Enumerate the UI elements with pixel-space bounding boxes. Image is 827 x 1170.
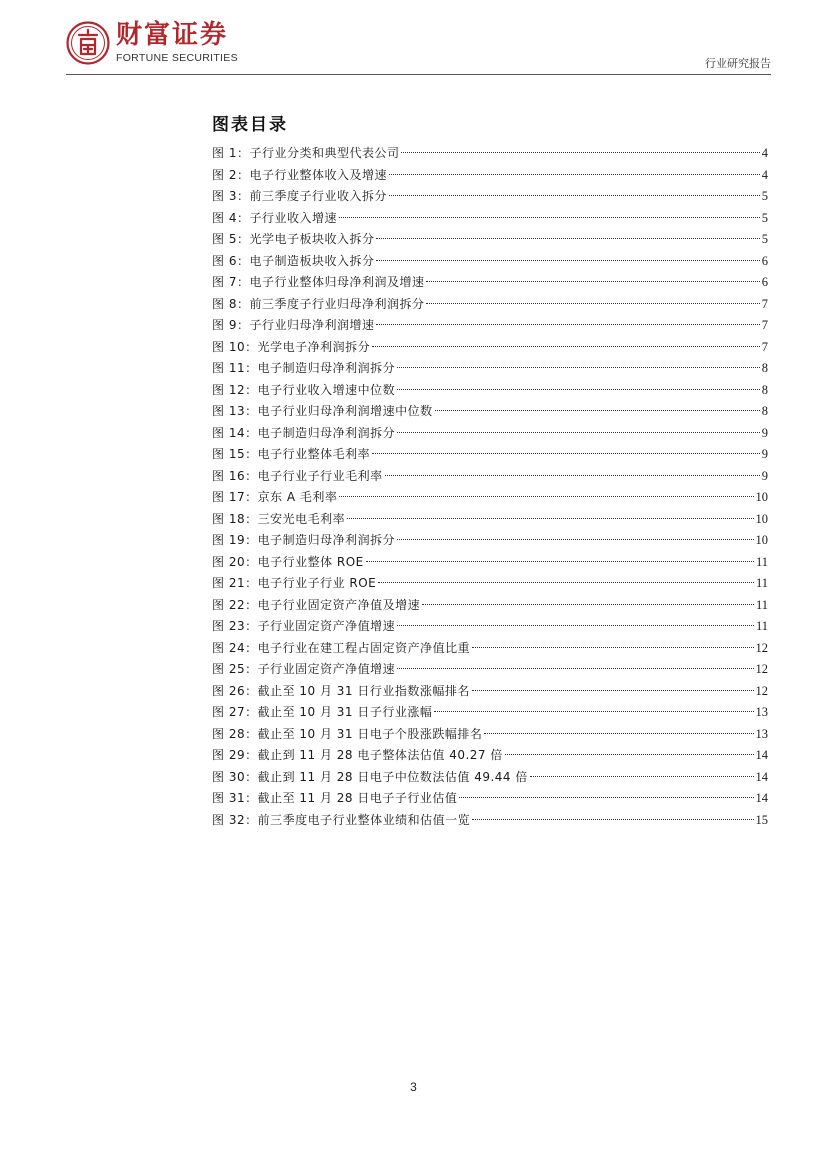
- toc-dot-leader: [426, 303, 759, 304]
- toc-dot-leader: [459, 797, 753, 798]
- toc-entry-page: 12: [755, 640, 768, 655]
- toc-dot-leader: [472, 690, 754, 691]
- toc-entry-label: 图 6：电子制造板块收入拆分: [212, 253, 375, 268]
- toc-entry[interactable]: [212, 165, 768, 187]
- toc-entry[interactable]: [212, 530, 768, 552]
- toc-entry[interactable]: [212, 315, 768, 337]
- toc-entry-label: 图 13：电子行业归母净利润增速中位数: [212, 404, 433, 418]
- toc-dot-leader: [397, 432, 760, 433]
- toc-entry-label: 图 8：前三季度子行业归母净利润拆分: [212, 296, 425, 311]
- toc-dot-leader: [376, 324, 759, 325]
- toc-dot-leader: [484, 733, 753, 734]
- toc-entry[interactable]: [212, 702, 768, 724]
- toc-entry-page: 5: [761, 210, 768, 225]
- page-header: [0, 0, 827, 80]
- toc-entry-label: 图 31：截止至 11 月 28 日电子子行业估值: [212, 791, 458, 805]
- toc-dot-leader: [397, 625, 754, 626]
- company-logo: [66, 18, 286, 70]
- toc-entry[interactable]: [212, 788, 768, 810]
- toc-entry[interactable]: [212, 358, 768, 380]
- toc-dot-leader: [505, 754, 754, 755]
- toc-entry-label: 图 9：子行业归母净利润增速: [212, 318, 375, 332]
- fortune-securities-logo-icon: [66, 21, 110, 65]
- toc-entry-page: 10: [755, 490, 768, 504]
- toc-entry-label: 图 19：电子制造归母净利润拆分: [212, 533, 396, 547]
- header-divider: [66, 74, 771, 75]
- toc-entry-label: 图 7：电子行业整体归母净利润及增速: [212, 275, 425, 289]
- toc-entry[interactable]: [212, 681, 768, 703]
- toc-entry-page: 7: [761, 296, 768, 311]
- logo-chinese-name: 财富证券: [116, 20, 229, 50]
- toc-entry[interactable]: [212, 616, 768, 638]
- toc-entry[interactable]: [212, 638, 768, 660]
- toc-entry[interactable]: [212, 509, 768, 531]
- toc-entry-label: 图 1：子行业分类和典型代表公司: [212, 146, 400, 160]
- toc-dot-leader: [401, 152, 759, 153]
- toc-entry-label: 图 25：子行业固定资产净值增速: [212, 662, 396, 676]
- toc-entry-page: 4: [761, 167, 768, 182]
- toc-entry-label: 图 5：光学电子板块收入拆分: [212, 232, 375, 246]
- toc-entry-label: 图 30：截止到 11 月 28 日电子中位数法估值 49.44 倍: [212, 769, 528, 784]
- toc-dot-leader: [389, 195, 760, 196]
- toc-entry[interactable]: [212, 380, 768, 402]
- toc-dot-leader: [397, 668, 753, 669]
- report-type-label: 行业研究报告: [705, 57, 771, 70]
- toc-entry-label: 图 15：电子行业整体毛利率: [212, 447, 371, 461]
- toc-dot-leader: [385, 475, 760, 476]
- toc-entry[interactable]: [212, 401, 768, 423]
- toc-entry[interactable]: [212, 745, 768, 767]
- toc-entry[interactable]: [212, 552, 768, 574]
- toc-entry-page: 14: [755, 748, 768, 762]
- toc-entry-page: 5: [761, 232, 768, 246]
- toc-entry[interactable]: [212, 143, 768, 165]
- toc-entry-page: 10: [755, 533, 768, 547]
- toc-dot-leader: [435, 410, 760, 411]
- toc-dot-leader: [372, 346, 760, 347]
- toc-entry-label: 图 10：光学电子净利润拆分: [212, 339, 371, 354]
- toc-entry[interactable]: [212, 573, 768, 595]
- toc-entry[interactable]: [212, 186, 768, 208]
- toc-entry-label: 图 16：电子行业子行业毛利率: [212, 468, 383, 483]
- toc-entry[interactable]: [212, 444, 768, 466]
- toc-entry-page: 10: [755, 511, 768, 526]
- toc-entry-page: 5: [761, 189, 768, 203]
- toc-entry-label: 图 32：前三季度电子行业整体业绩和估值一览: [212, 812, 471, 827]
- toc-dot-leader: [434, 711, 753, 712]
- toc-entry[interactable]: [212, 487, 768, 509]
- toc-entry-label: 图 21：电子行业子行业 ROE: [212, 576, 377, 590]
- toc-entry-page: 9: [761, 447, 768, 461]
- toc-entry-label: 图 17：京东 A 毛利率: [212, 490, 338, 504]
- toc-entry-label: 图 2：电子行业整体收入及增速: [212, 167, 387, 182]
- toc-entry[interactable]: [212, 724, 768, 746]
- toc-entry-page: 4: [761, 146, 768, 160]
- toc-entry-page: 12: [755, 662, 768, 676]
- toc-entry-label: 图 27：截止至 10 月 31 日子行业涨幅: [212, 705, 433, 719]
- toc-entry-label: 图 28：截止至 10 月 31 日电子个股涨跌幅排名: [212, 726, 483, 741]
- toc-entry[interactable]: [212, 272, 768, 294]
- toc-entry[interactable]: [212, 208, 768, 230]
- toc-dot-leader: [372, 453, 760, 454]
- toc-entry-page: 8: [761, 382, 768, 397]
- toc-entry-page: 13: [755, 726, 768, 741]
- toc-entry-page: 6: [761, 275, 768, 289]
- toc-entry-page: 11: [755, 597, 768, 612]
- toc-title: 图表目录: [212, 115, 288, 135]
- toc-entry-label: 图 24：电子行业在建工程占固定资产净值比重: [212, 640, 471, 655]
- toc-dot-leader: [389, 174, 760, 175]
- toc-entry-label: 图 14：电子制造归母净利润拆分: [212, 425, 396, 440]
- toc-dot-leader: [378, 582, 754, 583]
- toc-entry-label: 图 12：电子行业收入增速中位数: [212, 382, 396, 397]
- toc-entry-page: 14: [755, 769, 768, 784]
- toc-dot-leader: [397, 367, 760, 368]
- logo-english-name: FORTUNE SECURITIES: [116, 52, 238, 64]
- toc-dot-leader: [422, 604, 754, 605]
- toc-entry-page: 11: [755, 619, 768, 633]
- toc-dot-leader: [347, 518, 753, 519]
- toc-entry-label: 图 3：前三季度子行业收入拆分: [212, 189, 387, 203]
- toc-entry-page: 11: [755, 576, 768, 590]
- toc-entry-label: 图 22：电子行业固定资产净值及增速: [212, 597, 421, 612]
- toc-entry[interactable]: [212, 767, 768, 789]
- toc-entry[interactable]: [212, 659, 768, 681]
- toc-entry-page: 9: [761, 425, 768, 440]
- toc-dot-leader: [376, 238, 759, 239]
- toc-dot-leader: [397, 389, 760, 390]
- toc-entry-page: 7: [761, 318, 768, 332]
- toc-entry-page: 12: [755, 683, 768, 698]
- toc-dot-leader: [472, 647, 753, 648]
- page-number: 3: [410, 1080, 417, 1094]
- toc-dot-leader: [366, 561, 754, 562]
- toc-entry-page: 8: [761, 361, 768, 375]
- toc-entry[interactable]: [212, 294, 768, 316]
- toc-entry-page: 9: [761, 468, 768, 483]
- toc-dot-leader: [472, 819, 753, 820]
- toc-entry-page: 11: [755, 554, 768, 569]
- toc-entry[interactable]: [212, 810, 768, 832]
- toc-entry-label: 图 23：子行业固定资产净值增速: [212, 619, 396, 633]
- toc-entry-label: 图 26：截止至 10 月 31 日行业指数涨幅排名: [212, 683, 470, 698]
- toc-entry[interactable]: [212, 595, 768, 617]
- toc-entry-label: 图 29：截止到 11 月 28 电子整体法估值 40.27 倍: [212, 748, 503, 762]
- toc-entry-page: 7: [761, 339, 768, 354]
- toc-entry[interactable]: [212, 251, 768, 273]
- toc-entry-page: 15: [755, 812, 768, 827]
- toc-dot-leader: [339, 217, 760, 218]
- toc-entry[interactable]: [212, 337, 768, 359]
- toc-entry-page: 14: [755, 791, 768, 805]
- toc-dot-leader: [426, 281, 759, 282]
- toc-entry-label: 图 18：三安光电毛利率: [212, 511, 346, 526]
- toc-entry-label: 图 11：电子制造归母净利润拆分: [212, 361, 396, 375]
- toc-dot-leader: [397, 539, 753, 540]
- toc-dot-leader: [376, 260, 759, 261]
- toc-entry-page: 13: [755, 705, 768, 719]
- toc-dot-leader: [339, 496, 753, 497]
- toc-entry-page: 8: [761, 404, 768, 418]
- toc-entry-page: 6: [761, 253, 768, 268]
- toc-dot-leader: [530, 776, 754, 777]
- toc-entry-label: 图 4：子行业收入增速: [212, 210, 337, 225]
- toc-entry[interactable]: [212, 229, 768, 251]
- toc-entry[interactable]: [212, 466, 768, 488]
- toc-entry[interactable]: [212, 423, 768, 445]
- figure-table-of-contents: [212, 143, 768, 831]
- toc-entry-label: 图 20：电子行业整体 ROE: [212, 554, 364, 569]
